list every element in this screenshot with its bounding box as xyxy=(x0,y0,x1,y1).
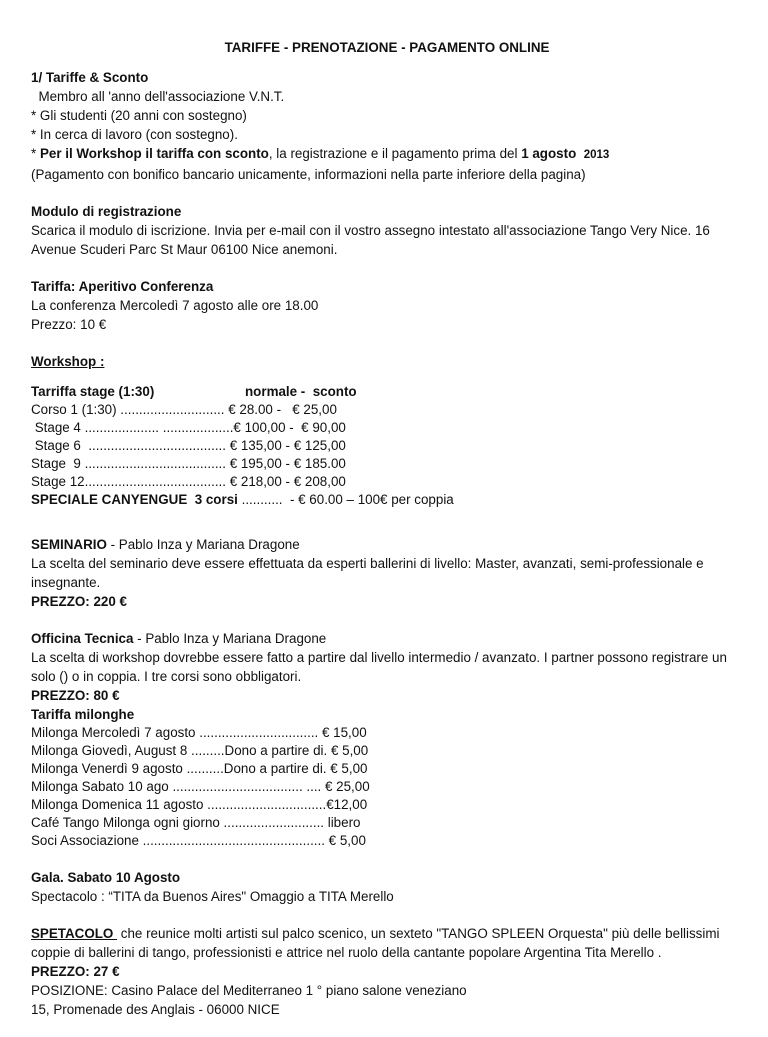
deadline-year: 2013 xyxy=(583,149,610,161)
workshop-row: Stage 4 .................... ...................€ 100,00 - € 90,00 xyxy=(31,420,346,435)
deadline-date: 1 agosto xyxy=(521,146,577,161)
officina-heading-line xyxy=(31,629,743,648)
seminario-text: La scelta del seminario deve essere effettuata da esperti ballerini di livello: Master, avanzati, semi-professionale e insegnante. xyxy=(31,556,704,590)
spetacolo-text: che reunice molti artisti sul palco scenico, un sexteto "TANGO SPLEEN Orquesta" più delle bellissimi coppie di ballerini di tango, professionisti e attrice nel ruolo della cantante popolare Argentina Tita Merello . xyxy=(31,926,720,960)
milonga-row: Milonga Mercoledì 7 agosto ................................ € 15,00 xyxy=(31,725,367,740)
gala-heading: Gala. Sabato 10 Agosto xyxy=(31,870,181,885)
aperitivo-line-2: Prezzo: 10 € xyxy=(31,317,107,332)
tariffe-line-1: Membro all 'anno dell'associazione V.N.T. xyxy=(31,89,285,104)
gala-text: Spectacolo : “TITA da Buenos Aires" Omaggio a TITA Merello xyxy=(31,889,394,904)
seminario-heading-line xyxy=(31,535,743,554)
modulo-heading: Modulo di registrazione xyxy=(31,204,182,219)
section-spetacolo xyxy=(31,924,743,1019)
aperitivo-heading: Tariffa: Aperitivo Conferenza xyxy=(31,279,214,294)
document-page xyxy=(31,38,743,1037)
section-gala xyxy=(31,868,743,906)
aperitivo-line-1: La conferenza Mercoledì 7 agosto alle ore 18.00 xyxy=(31,298,319,313)
modulo-text: Scarica il modulo di iscrizione. Invia per e-mail con il vostro assegno intestato all'associazione Tango Very Nice. 16 Avenue Scuderi Parc St Maur 06100 Nice anemoni. xyxy=(31,223,710,257)
milonga-row: Milonga Domenica 11 agosto ................................€12,00 xyxy=(31,797,368,812)
seminario-heading: SEMINARIO xyxy=(31,537,107,552)
workshop-row: Stage 9 ...................................... € 195,00 - € 185.00 xyxy=(31,456,346,471)
workshop-header-right: normale - sconto xyxy=(245,384,357,399)
page-title: TARIFFE - PRENOTAZIONE - PAGAMENTO ONLINE xyxy=(224,40,550,55)
tariffe-line-5: (Pagamento con bonifico bancario unicamente, informazioni nella parte inferiore della pagina) xyxy=(31,167,586,182)
tariffe-line-4-pre: * xyxy=(31,146,40,161)
spetacolo-text-block xyxy=(31,924,743,962)
workshop-row: Stage 6 ..................................... € 135,00 - € 125,00 xyxy=(31,438,346,453)
milonga-row: Milonga Giovedì, August 8 .........Dono a partire di. € 5,00 xyxy=(31,743,369,758)
spetacolo-address: 15, Promenade des Anglais - 06000 NICE xyxy=(31,1002,280,1017)
section-officina xyxy=(31,629,743,850)
spetacolo-position: POSIZIONE: Casino Palace del Mediterraneo 1 ° piano salone veneziano xyxy=(31,983,467,998)
officina-heading: Officina Tecnica xyxy=(31,631,134,646)
section-tariffe xyxy=(31,68,743,184)
workshop-table xyxy=(31,383,743,509)
section-modulo xyxy=(31,202,743,259)
workshop-row: Corso 1 (1:30) ............................ € 28.00 - € 25,00 xyxy=(31,402,337,417)
spetacolo-heading: SPETACOLO xyxy=(31,926,118,941)
tariffe-line-3: * In cerca di lavoro (con sostegno). xyxy=(31,127,238,142)
special-canyengue: SPECIALE CANYENGUE 3 corsi xyxy=(31,492,238,507)
spetacolo-price: PREZZO: 27 € xyxy=(31,964,120,979)
milonga-row: Soci Associazione ................................................. € 5,00 xyxy=(31,833,366,848)
section-workshop-heading xyxy=(31,352,743,371)
special-canyengue-price: ........... - € 60.00 – 100€ per coppia xyxy=(237,492,454,507)
tariffe-heading: 1/ Tariffe & Sconto xyxy=(31,70,149,85)
officina-price: PREZZO: 80 € xyxy=(31,688,120,703)
seminario-teachers: - Pablo Inza y Mariana Dragone xyxy=(106,537,300,552)
section-aperitivo xyxy=(31,277,743,334)
milonghe-list xyxy=(31,724,743,850)
seminario-price: PREZZO: 220 € xyxy=(31,594,127,609)
tariffe-line-4 xyxy=(31,144,743,165)
workshop-special-row xyxy=(31,491,743,509)
tariffe-line-2: * Gli studenti (20 anni con sostegno) xyxy=(31,108,247,123)
milonghe-heading: Tariffa milonghe xyxy=(31,707,135,722)
tariffe-line-4-mid: , la registrazione e il pagamento prima del xyxy=(268,146,522,161)
milonga-row: Milonga Venerdì 9 agosto ..........Dono a partire di. € 5,00 xyxy=(31,761,368,776)
workshop-table-header xyxy=(31,383,743,401)
officina-teachers: - Pablo Inza y Mariana Dragone xyxy=(133,631,327,646)
workshop-row: Stage 12...................................... € 218,00 - € 208,00 xyxy=(31,474,346,489)
workshop-discount-text: Per il Workshop il tariffa con sconto xyxy=(39,146,269,161)
workshop-header-left: Tarriffa stage (1:30) xyxy=(31,384,155,399)
milonga-row: Café Tango Milonga ogni giorno ........................... libero xyxy=(31,815,361,830)
officina-text: La scelta di workshop dovrebbe essere fatto a partire dal livello intermedio / avanzato. I partner possono registrare un solo () o in coppia. I tre corsi sono obbligatori. xyxy=(31,650,727,684)
section-seminario xyxy=(31,535,743,611)
workshop-heading: Workshop : xyxy=(31,354,105,369)
milonga-row: Milonga Sabato 10 ago ................................... .... € 25,00 xyxy=(31,779,370,794)
